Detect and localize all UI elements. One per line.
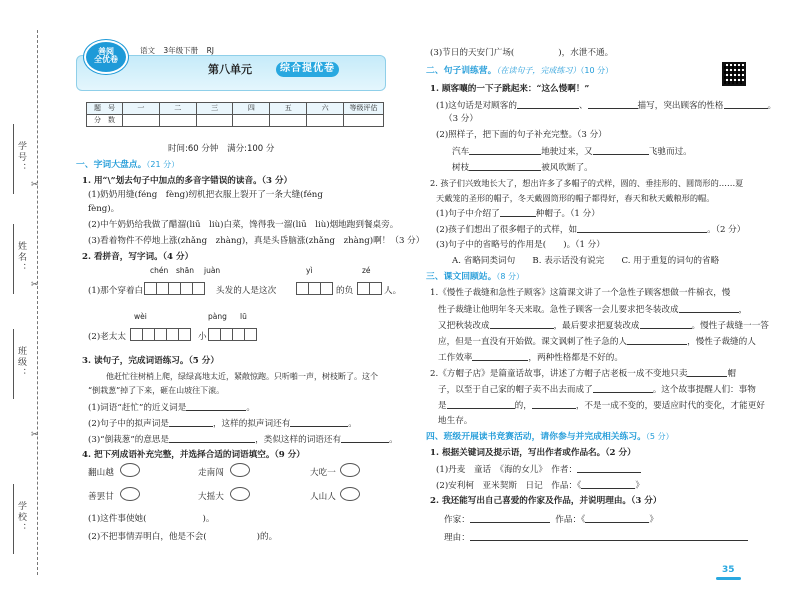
score-cell[interactable] — [344, 115, 384, 127]
q3-item1 — [88, 402, 255, 414]
score-table — [86, 102, 384, 127]
section-2-title — [426, 66, 613, 77]
pinyin: pàng — [208, 312, 227, 321]
pinyin: lū — [240, 312, 247, 321]
badge-line1: 善阅 — [98, 47, 114, 56]
s3-q2-line — [438, 400, 765, 412]
subject-line — [140, 46, 220, 55]
s4-q1-item1 — [436, 464, 641, 476]
answer-blank[interactable] — [341, 434, 389, 443]
brand-badge — [84, 40, 128, 74]
idiom-blank[interactable] — [120, 463, 140, 477]
s4-q1-stem: 1. 根据关键词及提示语，写出作者或作品名。（2 分） — [430, 448, 636, 458]
score-cell[interactable] — [123, 115, 160, 127]
s3-q1-text: ，最后要求把夏装改成 — [553, 321, 640, 331]
s3-q2-line: 地生存。 — [438, 416, 473, 426]
score-header: 六 — [307, 103, 344, 115]
section-3-title-text: 三、课文回顾站。 — [426, 272, 497, 282]
answer-blank[interactable] — [588, 100, 638, 109]
s4-q2-stem: 2. 我还能写出自己喜爱的作家及作品，并说明理由。（3 分） — [430, 496, 662, 506]
s3-q2-text: 2.《方帽子店》是篇童话故事，讲述了方帽子店老板一成不变地只卖 — [430, 369, 688, 379]
q1-item3: (3)看着物件不停地上涨(zhǎng zhàng)，真是头昏脑涨(zhǎng zhàng)啊！（3 分） — [88, 236, 425, 246]
s3-q1-line — [438, 352, 623, 364]
score-header: 五 — [270, 103, 307, 115]
q4-item2-end: )的。 — [256, 532, 278, 542]
q4-stem: 4. 把下列成语补充完整，并选择合适的词语填空。（9 分） — [82, 450, 305, 460]
idiom-blank[interactable] — [120, 487, 140, 501]
work-label: 作品：《 — [555, 515, 586, 525]
char-grid[interactable] — [130, 328, 190, 341]
s3-q2-line — [438, 384, 756, 396]
s4-q1-item2 — [436, 480, 644, 492]
answer-blank[interactable] — [593, 146, 649, 155]
page-number: 35 — [722, 565, 735, 575]
q2-1-text: 人。 — [384, 286, 402, 296]
s2-q1-item1-text: 描写，突出顾客的性格 — [637, 101, 724, 111]
scissor-icon: ✂ — [31, 180, 39, 190]
q3-item2-text: ，这样的拟声词还有 — [212, 419, 291, 429]
answer-blank[interactable] — [290, 418, 348, 427]
q3-item2-text: (2)句子中的拟声词是 — [88, 419, 169, 429]
time-line — [168, 144, 280, 155]
scissor-icon: ✂ — [31, 280, 39, 290]
s3-q1-text: 性子裁缝让他明年冬天来取。急性子顾客一会儿要求把冬装改成 — [438, 305, 679, 315]
author-label: 作家： — [444, 515, 470, 525]
author-blank[interactable] — [470, 514, 550, 523]
s3-q2-text: 。这个故事提醒人们：事物 — [652, 385, 756, 395]
car-sentence — [452, 146, 692, 158]
score-cell[interactable] — [270, 115, 307, 127]
char-grid[interactable] — [296, 282, 332, 295]
q2-2-text: (2)老太太 — [88, 332, 126, 342]
s3-q2-text: 是 — [438, 401, 447, 411]
answer-blank[interactable] — [472, 352, 528, 361]
section-1-points: （21 分） — [146, 160, 180, 169]
r-item-text: (3)节日的天安门广场( — [430, 48, 515, 58]
s4-q1-item1-text: (1)丹麦 童话 《海的女儿》 作者： — [436, 465, 578, 475]
branch-end: 被风吹断了。 — [541, 163, 593, 173]
answer-blank[interactable] — [490, 320, 554, 329]
subject: 语文 — [140, 46, 155, 55]
score-cell[interactable] — [307, 115, 344, 127]
idiom-blank[interactable] — [340, 487, 360, 501]
unit-title: 第八单元 — [208, 63, 252, 76]
s2-q1-item1 — [436, 100, 776, 112]
answer-blank[interactable] — [469, 146, 541, 155]
idiom-item: 翻山越 — [88, 468, 114, 478]
q2-stem: 2. 看拼音，写字词。（4 分） — [82, 252, 194, 262]
score-header: 三 — [196, 103, 233, 115]
r-item — [430, 48, 613, 59]
class-label: 班级： — [10, 325, 26, 399]
s3-q1-text: 。慢性子裁缝一一答 — [691, 321, 769, 331]
section-2-note: （在读句子，完成练习） — [496, 66, 581, 75]
reason-label: 理由： — [444, 533, 470, 543]
scissor-icon: ✂ — [31, 430, 39, 440]
badge-line2: 全优卷 — [94, 55, 118, 65]
work-blank[interactable] — [585, 514, 649, 523]
s3-q2-line — [430, 368, 736, 380]
r-item-end: )，水泄不通。 — [558, 48, 614, 58]
s2-q2-item1-text: (1)句子中介绍了 — [436, 209, 500, 219]
exam-title: 综合提优卷 — [276, 62, 339, 77]
answer-blank[interactable] — [532, 400, 576, 409]
s3-q1-text: 又把秋装改成 — [438, 321, 490, 331]
q3-passage: “倒栽葱”掉了下来，砸在山坡往下滚。 — [88, 386, 225, 395]
score-header: 四 — [233, 103, 270, 115]
idiom-blank[interactable] — [340, 463, 360, 477]
s3-q1-line: 1.《慢性子裁缝和急性子顾客》这篇课文讲了一个急性子顾客想做一件棉衣，慢 — [430, 288, 731, 298]
pinyin: zé — [362, 266, 371, 275]
pinyin: wèi — [134, 312, 147, 321]
q3-item3-text: (3)“倒栽葱”的意思是 — [88, 435, 170, 445]
q3-item2 — [88, 418, 357, 430]
answer-blank[interactable] — [447, 400, 515, 409]
section-4-points: （5 分） — [645, 432, 674, 441]
score-header: 一 — [123, 103, 160, 115]
s4-q2-reason — [444, 532, 748, 544]
score-header: 等级评估 — [344, 103, 384, 115]
s2-q2-item3: (3)句子中的省略号的作用是( )。（1 分） — [436, 240, 605, 250]
idiom-item: 大摇大 — [198, 492, 224, 502]
idiom-blank[interactable] — [230, 487, 250, 501]
section-2-title-text: 二、句子训练营。 — [426, 66, 497, 76]
q3-item1-text: (1)词语“赶忙”的近义词是 — [88, 403, 187, 413]
s2-q2-item2 — [436, 224, 745, 236]
answer-blank[interactable] — [500, 208, 536, 217]
answer-blank[interactable] — [169, 434, 255, 443]
score-cell[interactable] — [233, 115, 270, 127]
q4-item1 — [88, 514, 214, 525]
answer-blank[interactable] — [724, 100, 768, 109]
s2-q2-passage: 2. 孩子们兴致地长大了，想出许多了多帽子的式样，圆的、垂挂形的、圆筒形的……夏 — [430, 178, 744, 188]
s3-q1-line — [438, 320, 769, 332]
pinyin: shān — [176, 266, 195, 275]
car-word: 汽车 — [452, 147, 470, 157]
s3-q1-text: ， — [738, 305, 748, 315]
binding-strip — [0, 0, 46, 599]
s3-q1-text: ，两种性格都是不好的。 — [528, 353, 623, 363]
section-4-title — [426, 432, 674, 443]
full-score: 满分:100 分 — [227, 144, 275, 154]
school-label: 学校： — [10, 480, 26, 554]
s3-q2-text: 帽 — [727, 369, 737, 379]
q1-item2: (2)中午奶奶给我做了醋溜(liū liù)白菜，馋得我一溜(liū liù)烟地跑到餐桌旁。 — [88, 220, 399, 230]
answer-blank[interactable] — [577, 224, 707, 233]
score-header: 二 — [159, 103, 196, 115]
s3-q2-text: 的， — [514, 401, 532, 411]
answer-blank[interactable] — [593, 384, 653, 393]
section-1-title-text: 一、字词大盘点。 — [76, 160, 147, 170]
pinyin: yì — [306, 266, 313, 275]
s3-q1-text: 应，但是一直没有开始做。课文讽刺了性子急的人 — [438, 337, 628, 347]
q1-item1: (1)奶奶用缝(féng fèng)纫机把衣服上裂开了一条大缝(féng — [88, 190, 323, 200]
s3-q1-text: ，慢性子裁缝的人 — [687, 337, 756, 347]
time-limit: 时间:60 分钟 — [168, 144, 219, 154]
idiom-item: 走南闯 — [198, 468, 224, 478]
q2-1-text: (1)那个穿着白 — [88, 286, 144, 296]
score-header: 题 号 — [87, 103, 123, 115]
char-grid[interactable] — [144, 282, 204, 295]
s3-q2-text: 子，以至于自己家的帽子卖不出去而成了 — [438, 385, 593, 395]
answer-blank[interactable] — [169, 418, 213, 427]
section-1-title — [76, 160, 179, 171]
s2-q1-item1-text: 、 — [578, 101, 588, 111]
s3-q1-line — [438, 304, 747, 316]
s2-q1-stem: 1. 顾客嚷的一下子跳起来：“这么慢啊！” — [430, 84, 590, 94]
q3-stem: 3. 读句子，完成词语练习。（5 分） — [82, 356, 219, 366]
score-cell[interactable] — [159, 115, 196, 127]
answer-blank[interactable] — [577, 464, 641, 473]
s4-q1-item2-end: 》 — [635, 481, 644, 491]
s3-q1-text: 工作效率 — [438, 353, 473, 363]
name-label: 姓名： — [10, 220, 26, 294]
char-grid[interactable] — [208, 328, 256, 341]
s2-q2-item2-end: 。（2 分） — [707, 225, 746, 235]
s3-q2-text: ，不是一成不变的，要适应时代的变化，才能更好 — [575, 401, 765, 411]
s3-q1-line — [438, 336, 756, 348]
q3-item3-end: 。 — [389, 435, 398, 445]
q2-2-text: 小 — [198, 332, 207, 342]
answer-blank[interactable] — [581, 480, 635, 489]
work-end: 》 — [649, 515, 658, 525]
branch-word: 树枝 — [452, 163, 470, 173]
q4-item1-text: (1)这件事使她( — [88, 514, 147, 524]
section-3-title — [426, 272, 524, 283]
car-text: 地驶过来，又 — [541, 147, 593, 157]
qr-code — [722, 62, 746, 86]
car-end: 飞驰而过。 — [648, 147, 692, 157]
s2-q2-item2-text: (2)孩子们想出了很多帽子的式样，如 — [436, 225, 578, 235]
pinyin: chén — [150, 266, 169, 275]
q3-item3-text: ，类似这样的词语还有 — [255, 435, 342, 445]
s2-q2-item1-end: 种帽子。（1 分） — [535, 209, 600, 219]
edition: RJ — [206, 46, 214, 55]
answer-blank[interactable] — [469, 162, 541, 171]
s4-q1-item2-text: (2)安利柯 亚米契斯 日记 作品：《 — [436, 481, 582, 491]
answer-blank[interactable] — [679, 304, 739, 313]
student-no-label: 学号： — [10, 120, 26, 194]
q4-item1-end: )。 — [202, 514, 215, 524]
s2-q2-item1 — [436, 208, 600, 220]
idiom-blank[interactable] — [230, 463, 250, 477]
q1-stem: 1. 用“\”划去句子中加点的多音字错误的读音。（3 分） — [82, 176, 293, 186]
s2-q1-item1-end: 。 — [767, 101, 777, 111]
section-4-title-text: 四、班级开展读书竞赛活动，请你参与并完成相关练习。 — [426, 432, 646, 442]
q1-item1b: fèng)。 — [88, 204, 120, 214]
section-3-points: （8 分） — [496, 272, 525, 281]
idiom-item: 人山人 — [310, 492, 336, 502]
q2-1-text: 的负 — [336, 286, 354, 296]
score-cell[interactable] — [196, 115, 233, 127]
section-2-points: （10 分） — [580, 66, 614, 75]
s2-q1-points: （3 分） — [444, 114, 478, 124]
q3-item2-end: 。 — [348, 419, 357, 429]
idiom-item: 善罢甘 — [88, 492, 114, 502]
q4-item2-text: (2)不把事情弄明白，他是不会( — [88, 532, 207, 542]
grade: 3年级下册 — [163, 46, 199, 55]
idiom-item: 大吃一 — [310, 468, 336, 478]
reason-blank[interactable] — [470, 532, 748, 541]
score-label: 分 数 — [87, 115, 123, 127]
answer-blank[interactable] — [687, 368, 727, 377]
answer-blank[interactable] — [640, 320, 692, 329]
answer-blank[interactable] — [186, 402, 246, 411]
answer-blank[interactable] — [627, 336, 687, 345]
q2-1-text: 头发的人是这次 — [216, 286, 277, 296]
q3-item1-end: 。 — [246, 403, 255, 413]
s2-q1-item1-text: (1)这句话是对顾客的 — [436, 101, 517, 111]
q3-item3 — [88, 434, 398, 446]
q3-passage: 他赶忙往树梢上爬，绿绿高地太近，紧敞惊跑。只听啪一声，树枝断了。这个 — [106, 372, 378, 381]
pinyin: juàn — [204, 266, 221, 275]
branch-sentence — [452, 162, 593, 174]
q4-item2 — [88, 532, 277, 543]
s2-q2-options: A. 省略同类词句 B. 表示话没有说完 C. 用于重复的词句的省略 — [452, 256, 720, 266]
s2-q1-item2: (2)照样子，把下面的句子补充完整。（3 分） — [436, 130, 607, 140]
s2-q2-passage: 天戴笼的圣形的帽子，冬天戴圆筒形的帽子都得好，春天和秋天戴粮形的帽。 — [436, 193, 715, 203]
cut-line — [37, 30, 38, 575]
s4-q2-line — [444, 514, 658, 526]
char-grid[interactable] — [357, 282, 381, 295]
answer-blank[interactable] — [517, 100, 579, 109]
